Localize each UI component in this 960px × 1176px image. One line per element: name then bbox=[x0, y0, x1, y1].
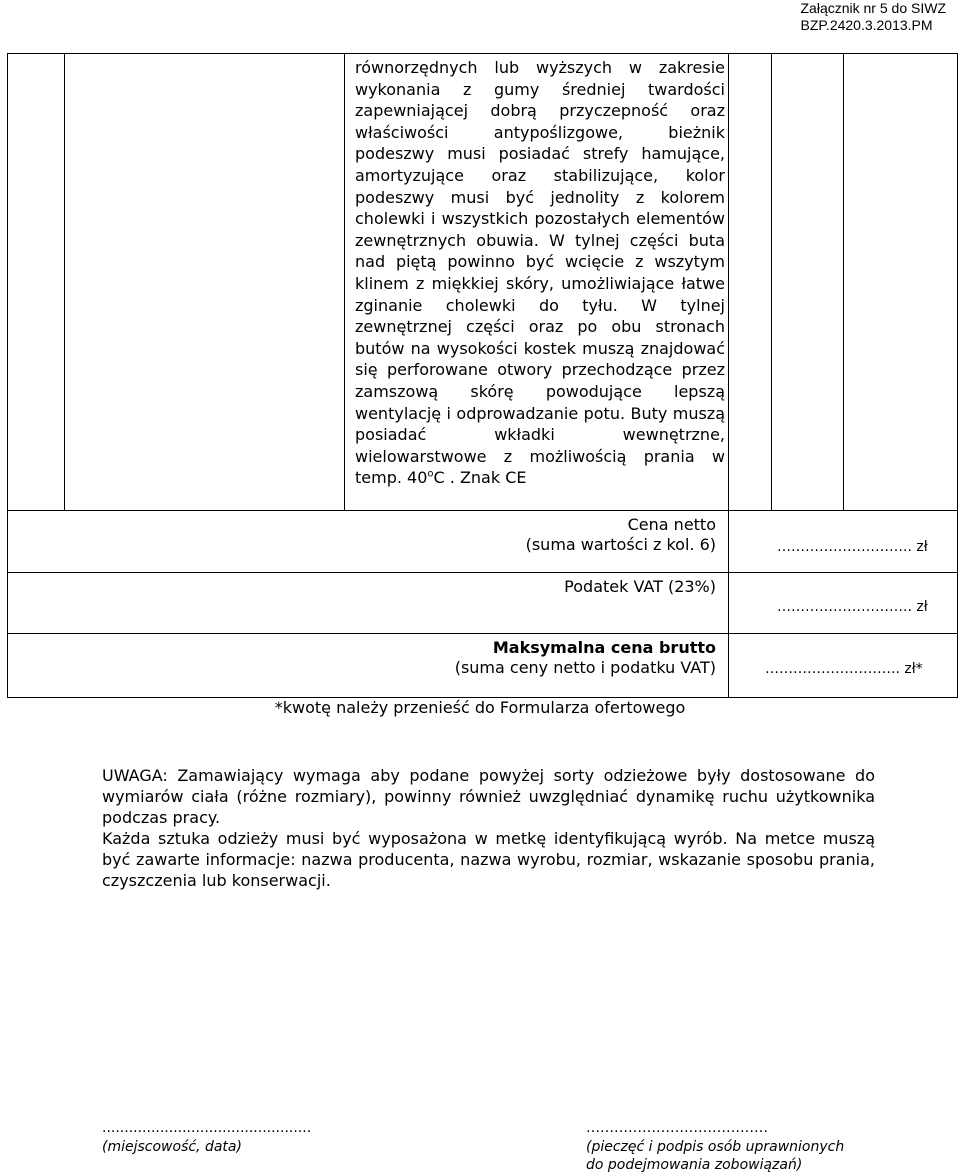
vat-label: Podatek VAT (23%) bbox=[564, 577, 716, 596]
gross-price-value: ……………………….. zł* bbox=[765, 661, 923, 677]
table-col-border-6 bbox=[843, 53, 844, 510]
product-description: równorzędnych lub wyższych w zakresie wykonania z gumy średniej twardości zapewniającej dobrą przyczepność oraz właściwości antypoślizgowe, bieżnik podeszwy musi posiadać strefy hamujące, amortyzujące oraz stabilizujące, kolor podeszwy musi być jednolity z kolorem cholewki i wszystkich pozostałych elementów zewnętrznych obuwia. W tylnej części buta nad piętą powinno być wcięcie z wszytym klinem z miękkiej skóry, umożliwiające łatwe zginanie cholewki do tyłu. W tylnej zewnętrznej części oraz po obu stronach butów na wysokości kostek muszą znajdować się perforowane otwory przechodzące przez zamszową skórę powodujące lepszą wentylację i odprowadzanie potu. Buty muszą posiadać wkładki wewnętrzne, wielowarstwowe z możliwością prania w temp. 40$^o$C . Znak CE bbox=[355, 58, 725, 488]
table-col-border-7 bbox=[957, 53, 958, 698]
notice-paragraph-2: Każda sztuka odzieży musi być wyposażona w metkę identyfikującą wyrób. Na metce muszą być zawarte informacje: nazwa producenta, nazwa wyrobu, rozmiar, wskazanie sposobu prania, czyszczenia lub konserwacji. bbox=[102, 829, 875, 890]
net-price-value: ……………………….. zł bbox=[777, 539, 928, 555]
reference-number: BZP.2420.3.2013.PM bbox=[800, 17, 933, 33]
vat-value: ……………………….. zł bbox=[777, 599, 928, 615]
gross-price-label: Maksymalna cena brutto (suma ceny netto i podatku VAT) bbox=[454, 638, 716, 677]
notice-paragraph-1: UWAGA: Zamawiający wymaga aby podane powyżej sorty odzieżowe były dostosowane do wymiarów ciała (różne rozmiary), powinny również uwzględniać dynamikę ruchu użytkownika podczas pracy. bbox=[102, 766, 875, 827]
notice-block bbox=[102, 765, 875, 891]
place-date-dots: ............................................... bbox=[102, 1120, 312, 1136]
table-col-border-2 bbox=[64, 53, 65, 510]
net-price-label: Cena netto (suma wartości z kol. 6) bbox=[525, 515, 716, 554]
document-header bbox=[801, 0, 947, 34]
place-date-label: (miejscowość, data) bbox=[102, 1139, 242, 1155]
table-col-border-1 bbox=[7, 53, 8, 698]
table-top-border bbox=[7, 53, 957, 54]
table-col-border-3 bbox=[344, 53, 345, 510]
table-row-border-1 bbox=[7, 510, 957, 511]
footnote: *kwotę należy przenieść do Formularza ofertowego bbox=[274, 698, 686, 717]
table-col-border-5 bbox=[771, 53, 772, 510]
table-row-border-2 bbox=[7, 572, 957, 573]
signature-dots: ………………………………… bbox=[586, 1120, 768, 1136]
attachment-label: Załącznik nr 5 do SIWZ bbox=[800, 0, 946, 16]
table-row-border-3 bbox=[7, 633, 957, 634]
signature-label: (pieczęć i podpis osób uprawnionych do podejmowania zobowiązań) bbox=[586, 1139, 845, 1173]
table-col-border-4 bbox=[728, 53, 729, 698]
